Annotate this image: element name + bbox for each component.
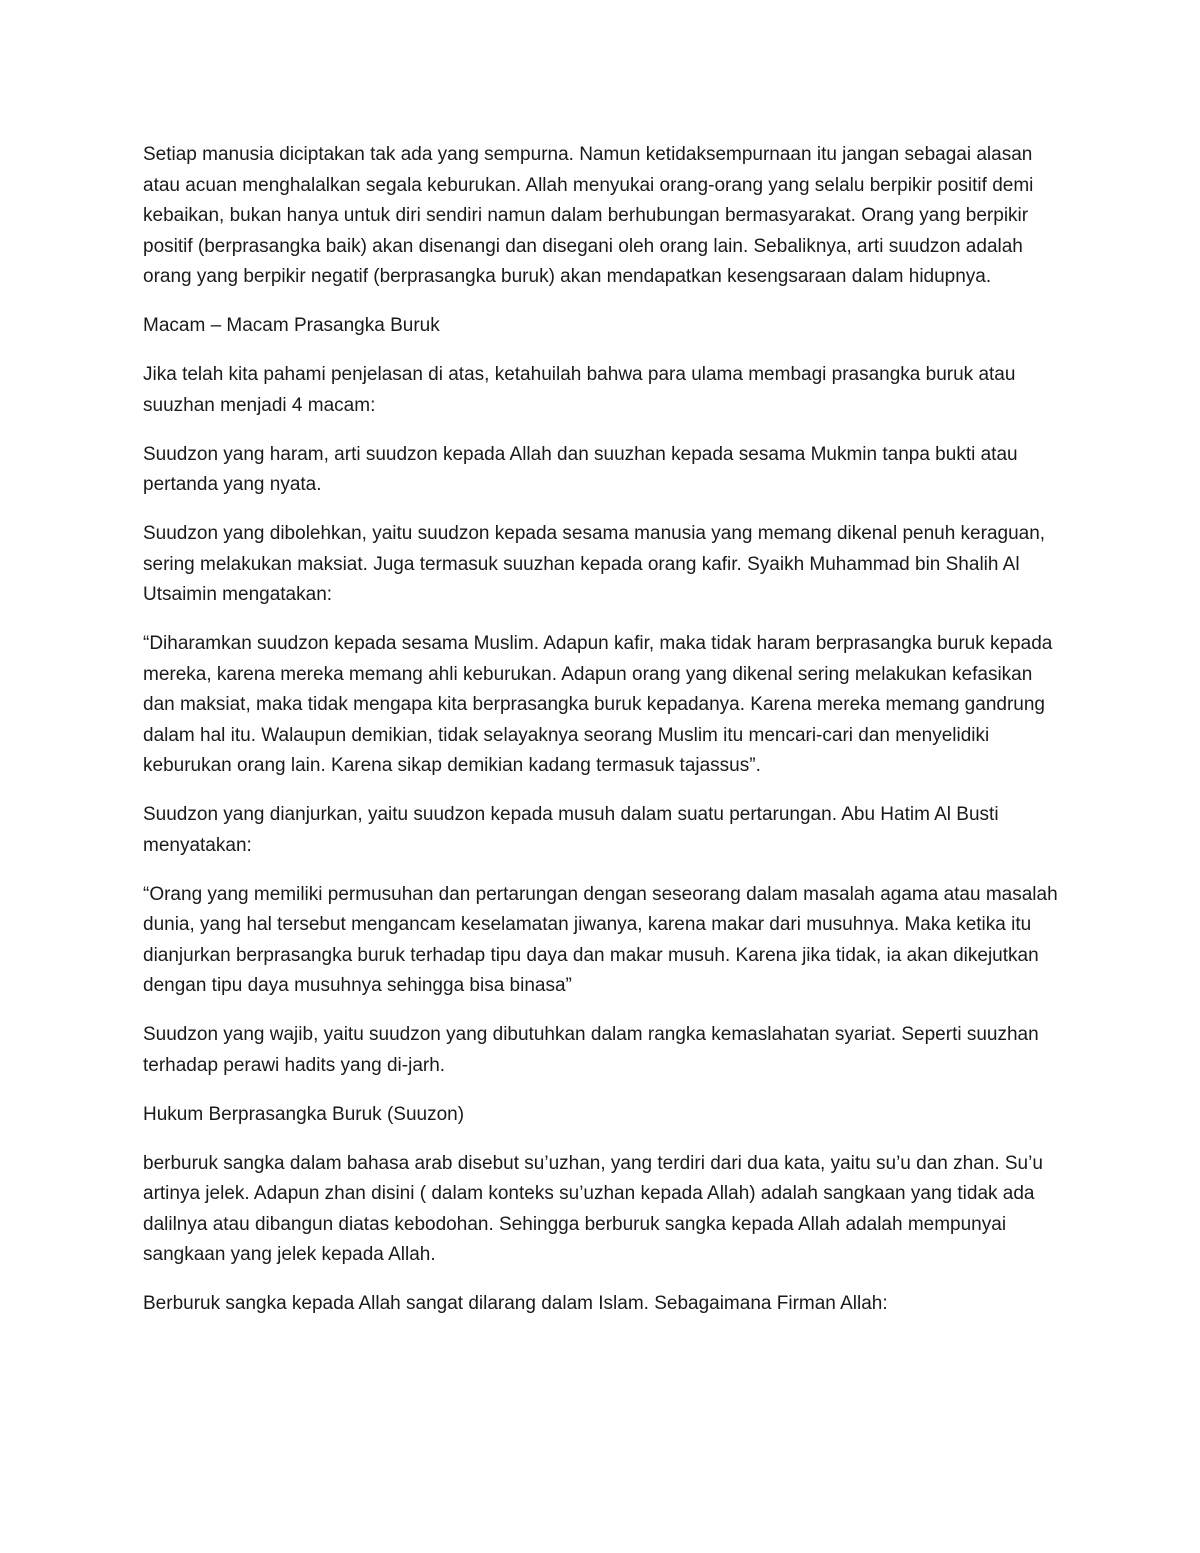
paragraph-definition: berburuk sangka dalam bahasa arab disebut su’uzhan, yang terdiri dari dua kata, yaitu su’u dan zhan. Su’u artinya jelek. Adapun zhan disini ( dalam konteks su’uzhan kepada Allah) adalah sangkaan yang tidak ada dalilnya atau dibangun diatas kebodohan. Sehingga berburuk sangka kepada Allah adalah mempunyai sangkaan yang jelek kepada Allah. — [143, 1152, 1043, 1265]
paragraph-haram: Suudzon yang haram, arti suudzon kepada Allah dan suuzhan kepada sesama Mukmin tanpa bukti atau pertanda yang nyata. — [143, 443, 1018, 495]
paragraph-dibolehkan: Suudzon yang dibolehkan, yaitu suudzon kepada sesama manusia yang memang dikenal penuh keraguan, sering melakukan maksiat. Juga termasuk suuzhan kepada orang kafir. Syaikh Muhammad bin Shalih Al Utsaimin mengatakan: — [143, 523, 1046, 605]
paragraph-dianjurkan: Suudzon yang dianjurkan, yaitu suudzon kepada musuh dalam suatu pertarungan. Abu Hatim Al Busti menyatakan: — [143, 804, 999, 856]
quote-abu-hatim: “Orang yang memiliki permusuhan dan pertarungan dengan seseorang dalam masalah agama atau masalah dunia, yang hal tersebut mengancam keselamatan jiwanya, karena makar dari musuhnya. Maka ketika itu dianjurkan berprasangka buruk terhadap tipu daya dan makar musuh. Karena jika tidak, ia akan dikejutkan dengan tipu daya musuhnya sehingga bisa binasa” — [143, 883, 1058, 996]
paragraph-intro: Setiap manusia diciptakan tak ada yang sempurna. Namun ketidaksempurnaan itu jangan sebagai alasan atau acuan menghalalkan segala keburukan. Allah menyukai orang-orang yang selalu berpikir positif demi kebaikan, bukan hanya untuk diri sendiri namun dalam berhubungan bermasyarakat. Orang yang berpikir positif (berprasangka baik) akan disenangi dan disegani oleh orang lain. Sebaliknya, arti suudzon adalah orang yang berpikir negatif (berprasangka buruk) akan mendapatkan kesengsaraan dalam hidupnya. — [143, 144, 1034, 287]
section-heading-hukum: Hukum Berprasangka Buruk (Suuzon) — [143, 1103, 465, 1125]
paragraph-wajib: Suudzon yang wajib, yaitu suudzon yang dibutuhkan dalam rangka kemaslahatan syariat. Seperti suuzhan terhadap perawi hadits yang di-jarh. — [143, 1024, 1039, 1076]
quote-utsaimin: “Diharamkan suudzon kepada sesama Muslim. Adapun kafir, maka tidak haram berprasangka buruk kepada mereka, karena mereka memang ahli keburukan. Adapun orang yang dikenal sering melakukan kefasikan dan maksiat, maka tidak mengapa kita berprasangka buruk kepadanya. Karena mereka memang gandrung dalam hal itu. Walaupun demikian, tidak selayaknya seorang Muslim itu mencari-cari dan menyelidiki keburukan orang lain. Karena sikap demikian kadang termasuk tajassus”. — [143, 633, 1053, 776]
section-heading-macam: Macam – Macam Prasangka Buruk — [143, 315, 440, 336]
paragraph-four-types: Jika telah kita pahami penjelasan di atas, ketahuilah bahwa para ulama membagi prasangka buruk atau suuzhan menjadi 4 macam: — [143, 364, 1016, 416]
document-body — [143, 140, 1063, 1338]
paragraph-firman: Berburuk sangka kepada Allah sangat dilarang dalam Islam. Sebagaimana Firman Allah: — [143, 1293, 888, 1314]
